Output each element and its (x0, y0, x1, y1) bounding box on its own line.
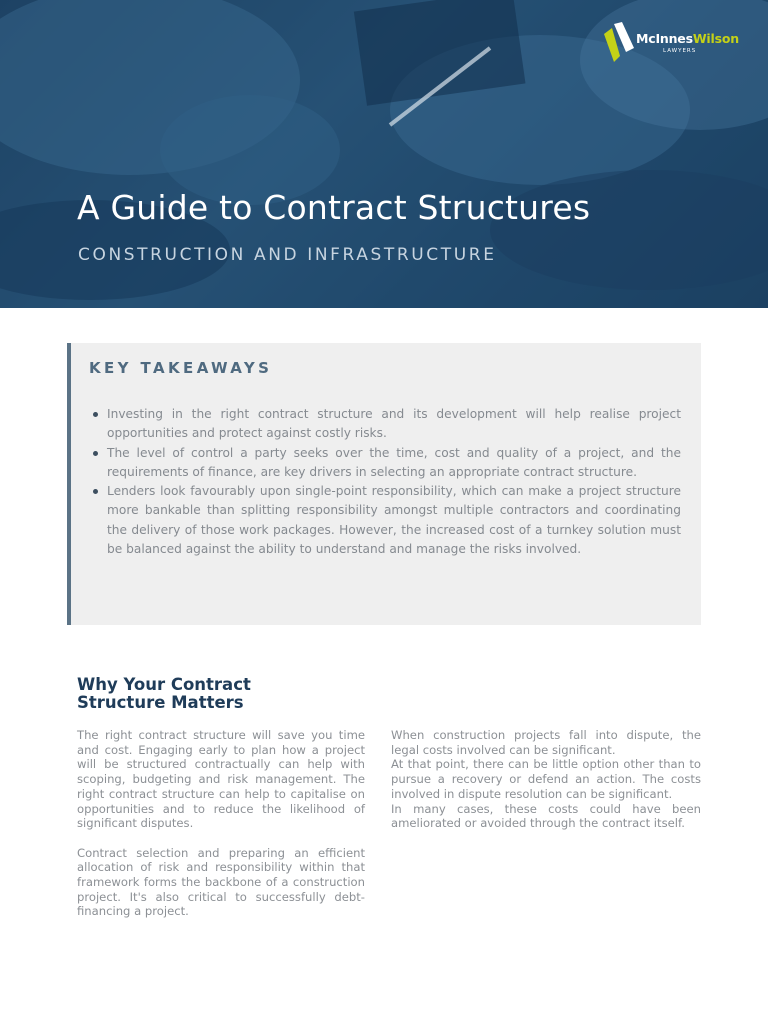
logo-wordmark: McInnesWilson (636, 31, 739, 46)
logo-tagline: LAWYERS (663, 48, 697, 54)
hero-banner (0, 0, 768, 308)
key-takeaways-heading: KEY TAKEAWAYS (89, 359, 273, 377)
takeaway-item: The level of control a party seeks over the time, cost and quality of a project, and the requirements of finance, are key drivers in selecting an appropriate contract structure. (91, 444, 681, 483)
section-heading: Why Your Contract Structure Matters (77, 675, 251, 712)
page-title: A Guide to Contract Structures (77, 188, 591, 227)
body-paragraph: Contract selection and preparing an efficient allocation of risk and responsibility within that framework forms the backbone of a construction project. It's also critical to successfully debt-financing a project. (77, 845, 365, 919)
key-takeaways-list (91, 405, 681, 559)
body-paragraph: At that point, there can be little option other than to pursue a recovery or defend an action. The costs involved in dispute resolution can be significant. (391, 757, 701, 801)
takeaway-item: Lenders look favourably upon single-point responsibility, which can make a project structure more bankable than splitting responsibility amongst multiple contractors and coordinating the delivery of those work packages. However, the increased cost of a turnkey solution must be balanced against the ability to understand and manage the risks involved. (91, 482, 681, 559)
body-paragraph: In many cases, these costs could have been ameliorated or avoided through the contract itself. (391, 801, 701, 831)
takeaway-item: Investing in the right contract structure and its development will help realise project opportunities and protect against costly risks. (91, 405, 681, 444)
page-subtitle: CONSTRUCTION AND INFRASTRUCTURE (78, 245, 497, 265)
mcinnes-wilson-logo (602, 22, 752, 66)
body-paragraph: The right contract structure will save you time and cost. Engaging early to plan how a project will be structured contractually can help with scoping, budgeting and risk management. The right contract structure can help to capitalise on opportunities and to reduce the likelihood of significant disputes. (77, 728, 365, 831)
key-takeaways-panel (67, 343, 701, 625)
logo-mark-icon (602, 22, 636, 66)
body-column-right (391, 728, 701, 831)
body-column-left (77, 728, 365, 919)
body-paragraph: When construction projects fall into dispute, the legal costs involved can be significant. (391, 728, 701, 757)
